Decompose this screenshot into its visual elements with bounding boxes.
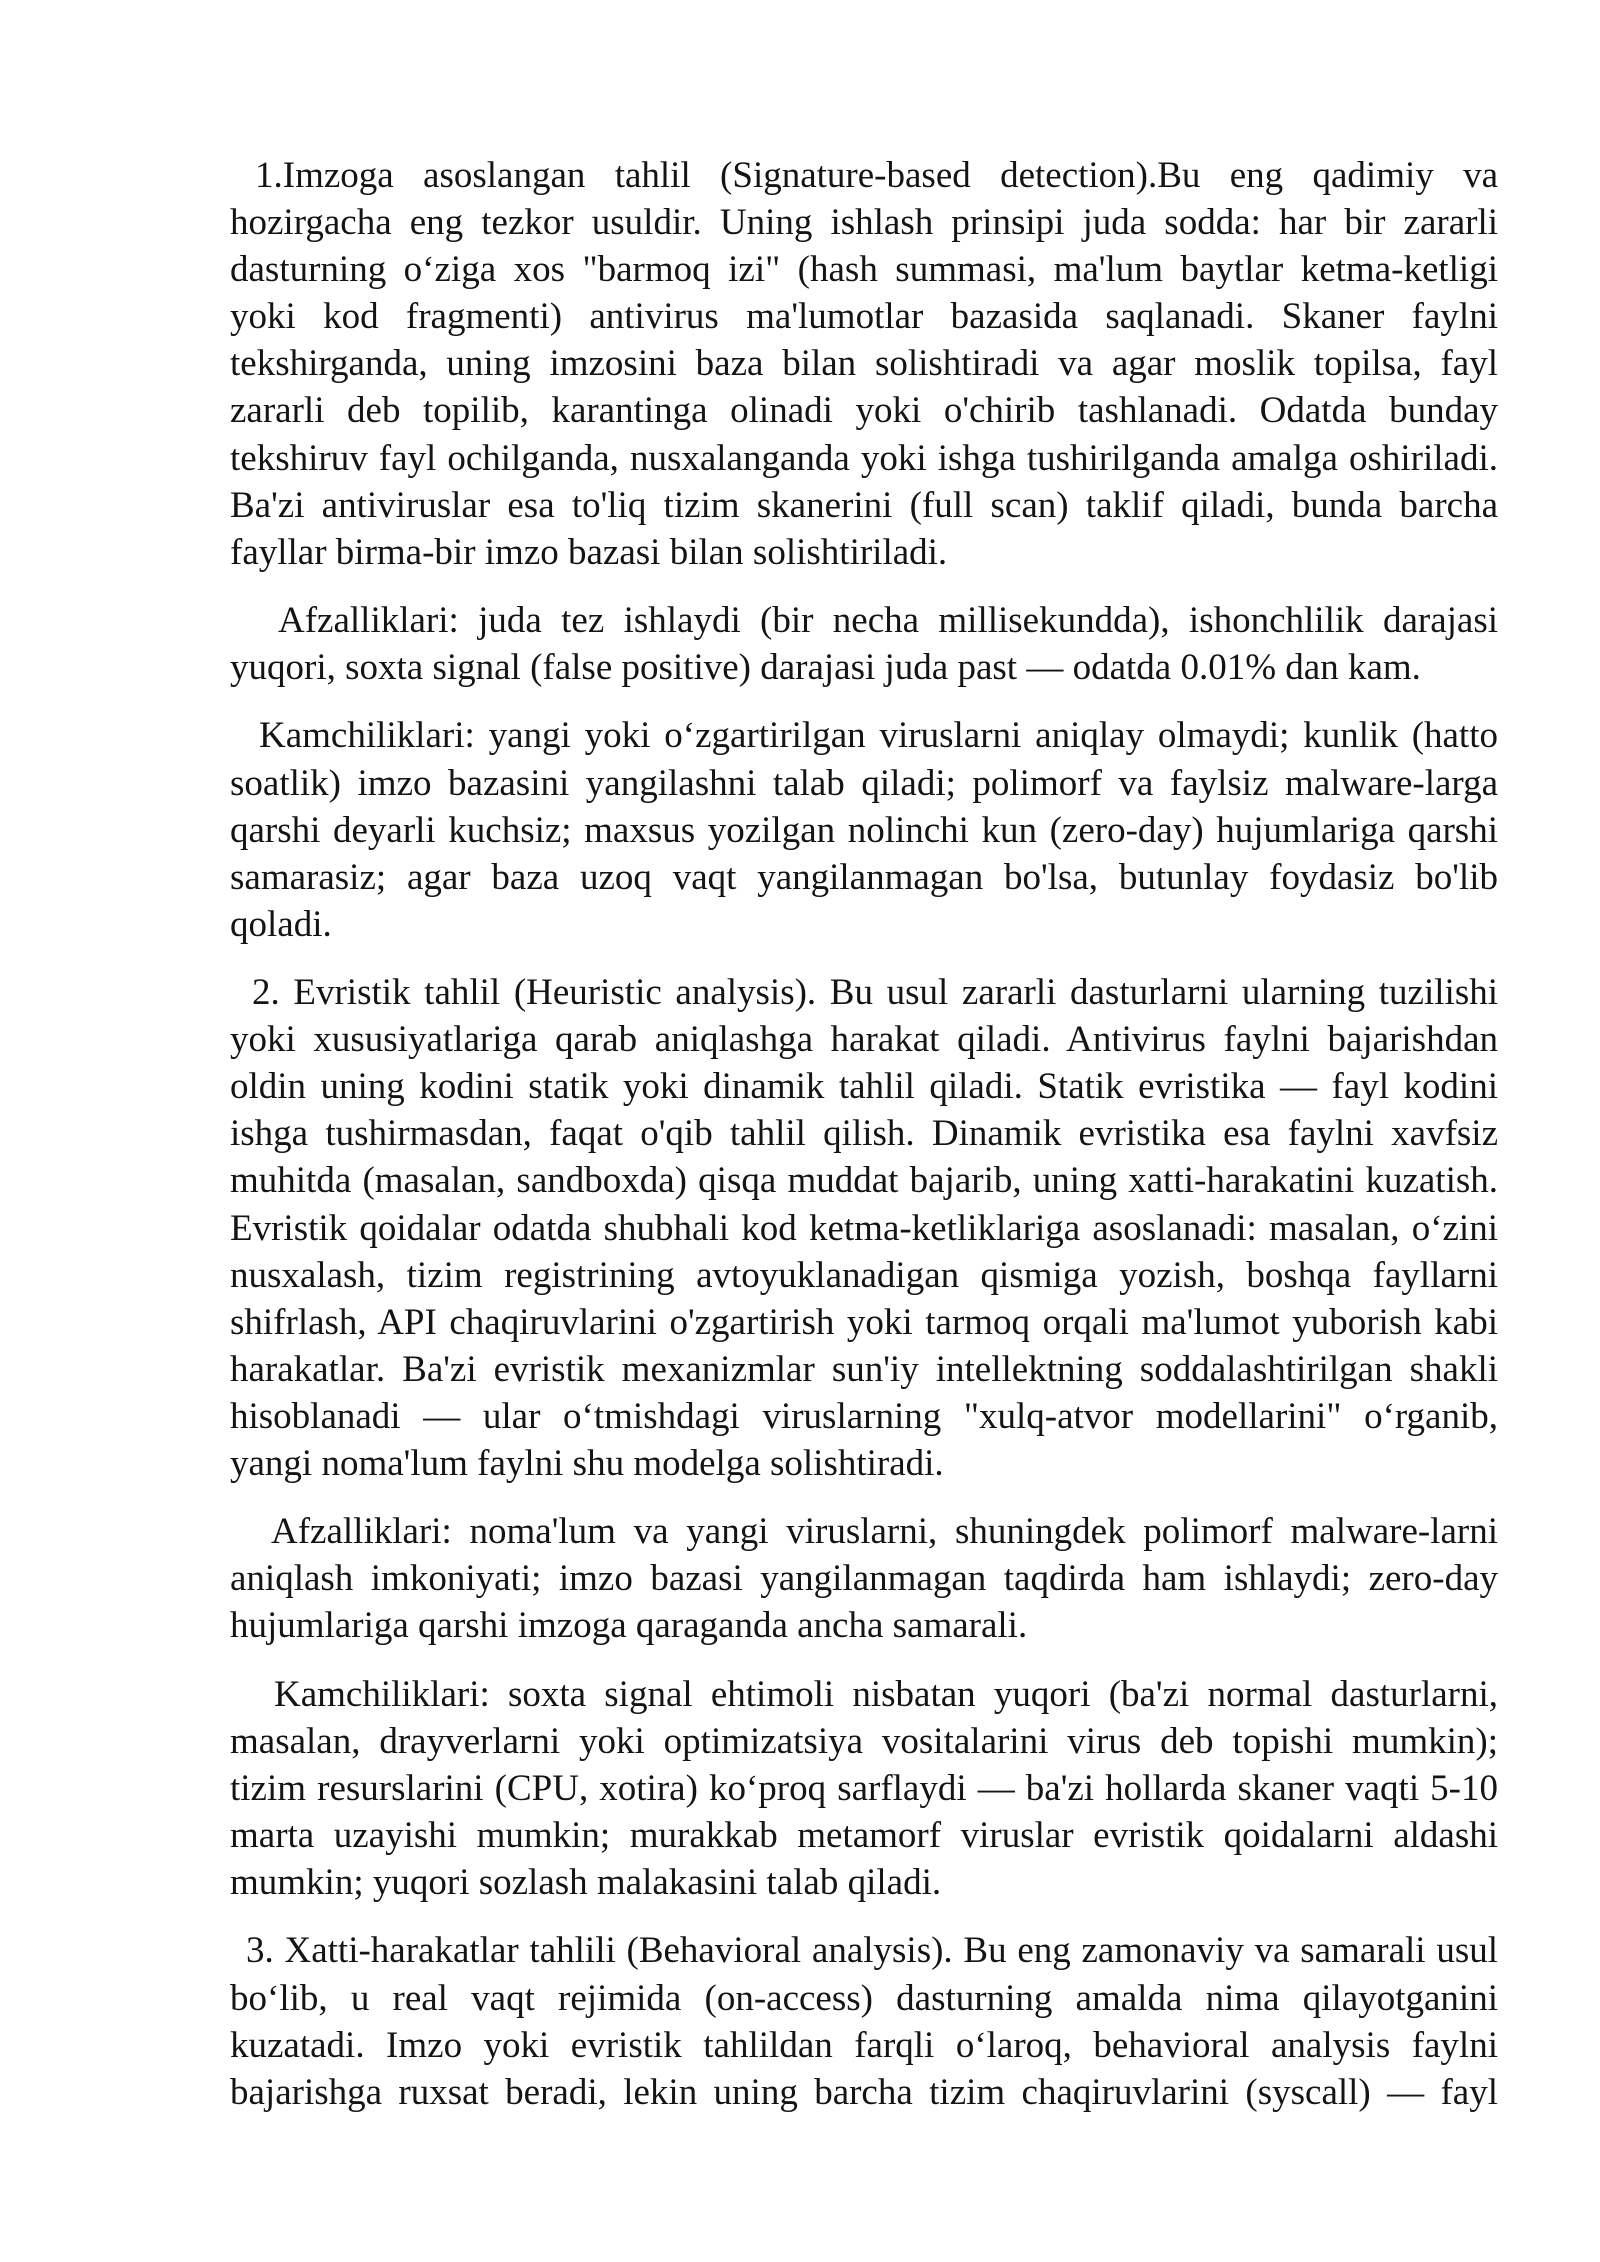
paragraph-signature-advantages xyxy=(230,597,1498,691)
text-line: samarasiz; agar baza uzoq vaqt yangilanmagan bo'lsa, butunlay foydasiz bo'lib xyxy=(230,856,1498,898)
text-line: tizim resurslarini (CPU, xotira) ko‘proq sarflaydi — ba'zi hollarda skaner vaqti 5-10 xyxy=(230,1767,1498,1809)
text-line: dasturning o‘ziga xos "barmoq izi" (hash summasi, ma'lum baytlar ketma-ketligi xyxy=(230,249,1498,291)
text-line: shifrlash, API chaqiruvlarini o'zgartirish yoki tarmoq orqali ma'lumot yuborish kabi xyxy=(230,1301,1498,1343)
text-line: bo‘lib, u real vaqt rejimida (on-access) dasturning amalda nima qilayotganini xyxy=(230,1977,1498,2019)
text-line: 3. Xatti-harakatlar tahlili (Behavioral analysis). Bu eng zamonaviy va samarali usul xyxy=(246,1930,1498,1972)
text-line: oldin uning kodini statik yoki dinamik tahlil qiladi. Statik evristika — fayl kodini xyxy=(230,1066,1498,1108)
text-line: hujumlariga qarshi imzoga qaraganda ancha samarali. xyxy=(230,1605,1028,1647)
text-line: Kamchiliklari: yangi yoki o‘zgartirilgan viruslarni aniqlay olmaydi; kunlik (hatto xyxy=(259,715,1498,757)
text-line: Afzalliklari: noma'lum va yangi viruslarni, shuningdek polimorf malware-larni xyxy=(271,1511,1498,1553)
text-line: nusxalash, tizim registrining avtoyuklanadigan qismiga yozish, boshqa fayllarni xyxy=(230,1254,1498,1296)
paragraph-signature-disadvantages xyxy=(230,712,1498,947)
text-line: fayllar birma-bir imzo bazasi bilan solishtiriladi. xyxy=(230,531,948,573)
text-line: hozirgacha eng tezkor usuldir. Uning ishlash prinsipi juda sodda: har bir zararli xyxy=(230,202,1498,244)
text-line: qarshi deyarli kuchsiz; maxsus yozilgan nolinchi kun (zero-day) hujumlariga qarshi xyxy=(230,809,1498,851)
text-line: qoladi. xyxy=(230,903,332,945)
text-line: 2. Evristik tahlil (Heuristic analysis). Bu usul zararli dasturlarni ularning tuzilishi xyxy=(252,972,1498,1014)
text-line: yoki kod fragmenti) antivirus ma'lumotlar bazasida saqlanadi. Skaner faylni xyxy=(230,296,1498,338)
paragraph-behavioral-analysis xyxy=(230,1927,1498,2115)
text-line: 1.Imzoga asoslangan tahlil (Signature-based detection).Bu eng qadimiy va xyxy=(255,155,1498,196)
text-line: hisoblanadi — ular o‘tmishdagi viruslarning "xulq-atvor modellarini" o‘rganib, xyxy=(230,1395,1498,1437)
text-line: yuqori, soxta signal (false positive) darajasi juda past — odatda 0.01% dan kam. xyxy=(230,647,1421,689)
text-line: soatlik) imzo bazasini yangilashni talab qiladi; polimorf va faylsiz malware-larga xyxy=(230,762,1498,804)
text-line: kuzatadi. Imzo yoki evristik tahlildan farqli o‘laroq, behavioral analysis faylni xyxy=(230,2024,1498,2066)
text-line: Ba'zi antiviruslar esa to'liq tizim skanerini (full scan) taklif qiladi, bunda barcha xyxy=(230,484,1498,526)
text-line: marta uzayishi mumkin; murakkab metamorf viruslar evristik qoidalarni aldashi xyxy=(230,1815,1498,1857)
text-line: Evristik qoidalar odatda shubhali kod ketma-ketliklariga asoslanadi: masalan, o‘zini xyxy=(230,1207,1498,1249)
text-line: yangi noma'lum faylni shu modelga solishtiradi. xyxy=(230,1443,944,1484)
text-line: tekshiruv fayl ochilganda, nusxalanganda yoki ishga tushirilganda amalga oshiriladi. xyxy=(230,437,1498,479)
text-line: bajarishga ruxsat beradi, lekin uning barcha tizim chaqiruvlarini (syscall) — fayl xyxy=(230,2071,1498,2113)
paragraph-heuristic-analysis xyxy=(230,969,1498,1487)
text-line: mumkin; yuqori sozlash malakasini talab qiladi. xyxy=(230,1862,942,1904)
text-line: aniqlash imkoniyati; imzo bazasi yangilanmagan taqdirda ham ishlaydi; zero-day xyxy=(230,1558,1498,1600)
text-line: zararli deb topilib, karantinga olinadi yoki o'chirib tashlanadi. Odatda bunday xyxy=(230,390,1498,432)
text-line: Afzalliklari: juda tez ishlaydi (bir necha millisekundda), ishonchlilik darajasi xyxy=(278,600,1498,642)
text-line: Kamchiliklari: soxta signal ehtimoli nisbatan yuqori (ba'zi normal dasturlarni, xyxy=(274,1673,1498,1715)
paragraph-signature-detection xyxy=(230,152,1498,576)
document-body xyxy=(230,152,1498,2137)
text-line: tekshirganda, uning imzosini baza bilan solishtiradi va agar moslik topilsa, fayl xyxy=(230,343,1498,385)
text-line: yoki xususiyatlariga qarab aniqlashga harakat qiladi. Antivirus faylni bajarishdan xyxy=(230,1019,1498,1061)
text-line: ishga tushirmasdan, faqat o'qib tahlil qilish. Dinamik evristika esa faylni xavfsiz xyxy=(230,1113,1498,1155)
text-line: masalan, drayverlarni yoki optimizatsiya vositalarini virus deb topishi mumkin); xyxy=(230,1720,1498,1762)
text-line: harakatlar. Ba'zi evristik mexanizmlar sun'iy intellektning soddalashtirilgan shakli xyxy=(230,1348,1498,1390)
paragraph-heuristic-advantages xyxy=(230,1508,1498,1649)
text-line: muhitda (masalan, sandboxda) qisqa muddat bajarib, uning xatti-harakatini kuzatish. xyxy=(230,1160,1498,1202)
paragraph-heuristic-disadvantages xyxy=(230,1671,1498,1906)
